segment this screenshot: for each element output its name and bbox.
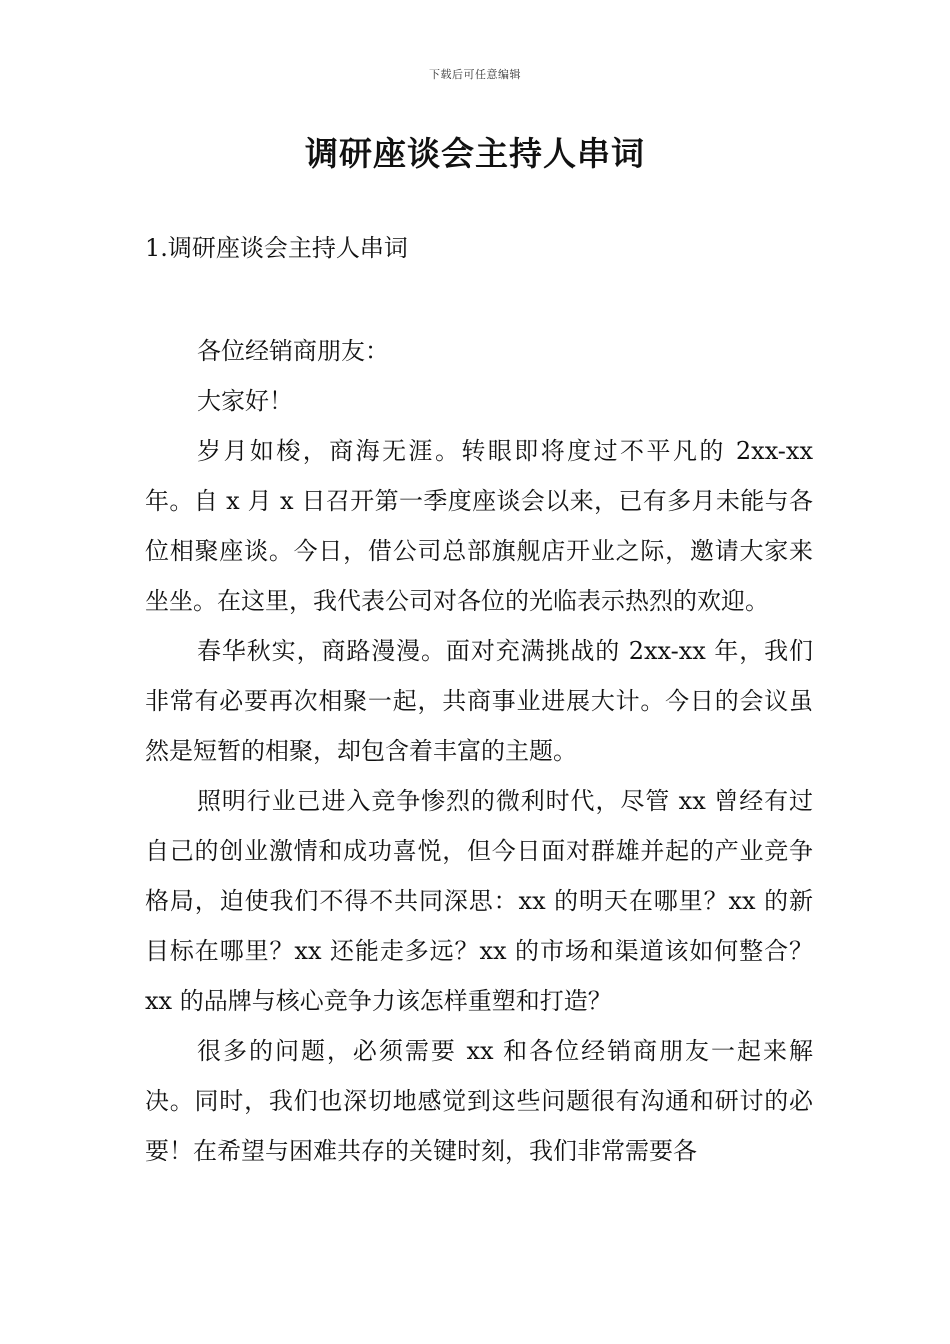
paragraph-greeting: 各位经销商朋友： — [197, 337, 389, 365]
paragraph: 照明行业已进入竞争惨烈的微利时代，尽管 xx 曾经有过自己的创业激情和成功喜悦，但今日面对群雄并起的产业竞争格局，迫使我们不得不共同深思：xx 的明天在哪里？xx 的新目标在哪里？xx 还能走多远？xx 的市场和渠道该如何整合？xx 的品牌与核心竞争力该怎样重塑和打造？ — [145, 787, 813, 1015]
header-note: 下载后可任意编辑 — [429, 68, 521, 81]
document-title: 调研座谈会主持人串词 — [305, 134, 645, 173]
paragraph-hello: 大家好！ — [197, 387, 293, 415]
body-text — [145, 326, 813, 1176]
paragraph: 岁月如梭，商海无涯。转眼即将度过不平凡的 2xx-xx 年。自 x 月 x 日召开第一季度座谈会以来，已有多月未能与各位相聚座谈。今日，借公司总部旗舰店开业之际，邀请大家来坐坐。在这里，我代表公司对各位的光临表示热烈的欢迎。 — [145, 437, 813, 615]
paragraph: 春华秋实，商路漫漫。面对充满挑战的 2xx-xx 年，我们非常有必要再次相聚一起，共商事业进展大计。今日的会议虽然是短暂的相聚，却包含着丰富的主题。 — [145, 637, 813, 765]
section-heading: 1.调研座谈会主持人串词 — [145, 234, 408, 262]
paragraph: 很多的问题，必须需要 xx 和各位经销商朋友一起来解决。同时，我们也深切地感觉到这些问题很有沟通和研讨的必要！在希望与困难共存的关键时刻，我们非常需要各 — [145, 1037, 813, 1165]
